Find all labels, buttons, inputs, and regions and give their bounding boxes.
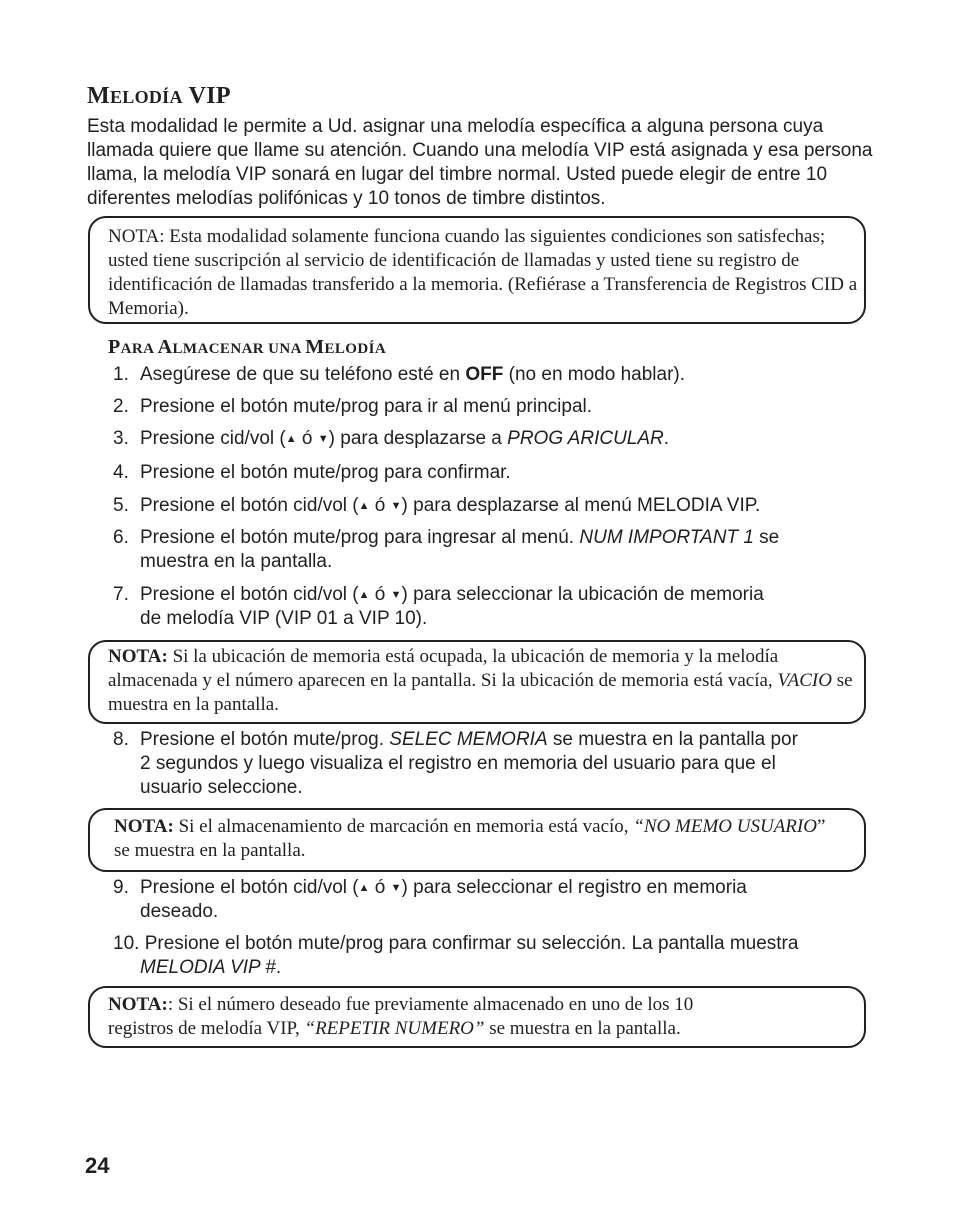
section-title: MELODÍA VIP xyxy=(87,83,231,109)
step-2: 2. Presione el botón mute/prog para ir al menú principal. xyxy=(113,396,593,417)
down-arrow-icon: ▼ xyxy=(317,433,329,445)
down-arrow-icon: ▼ xyxy=(390,500,402,512)
step-8: 8. Presione el botón mute/prog. SELEC MEMORIA se muestra en la pantalla por 2 segundos y luego visualiza el registro en memoria del usuario para que el usuario seleccione. xyxy=(113,729,798,798)
note-4-text: NOTA:: Si el número deseado fue previamente almacenado en uno de los 10 registros de melodía VIP, “REPETIR NUMERO” se muestra en la pantalla. xyxy=(108,994,694,1039)
up-arrow-icon: ▲ xyxy=(285,433,297,445)
down-arrow-icon: ▼ xyxy=(390,882,402,894)
up-arrow-icon: ▲ xyxy=(358,500,370,512)
subsection-title: PARA ALMACENAR UNA MELODÍA xyxy=(108,336,387,358)
step-3: 3. Presione cid/vol (▲ ó ▼) para desplazarse a PROG ARICULAR. xyxy=(113,428,670,449)
note-1-text: NOTA: Esta modalidad solamente funciona cuando las siguientes condiciones son satisfechas; usted tiene suscripción al servicio de identificación de llamadas y usted tiene su registro de identificación de llamadas transferido a la memoria. (Refiérase a Transferencia de Registros CID a Memoria). xyxy=(108,226,858,319)
down-arrow-icon: ▼ xyxy=(390,589,402,601)
note-2-text: NOTA: Si la ubicación de memoria está ocupada, la ubicación de memoria y la melodía almacenada y el número aparecen en la pantalla. Si la ubicación de memoria está vacía, VACIO se muestra en la pantalla. xyxy=(108,646,853,715)
up-arrow-icon: ▲ xyxy=(358,882,370,894)
note-3-text: NOTA: Si el almacenamiento de marcación en memoria está vacío, “NO MEMO USUARIO” se muestra en la pantalla. xyxy=(114,816,826,861)
intro-paragraph: Esta modalidad le permite a Ud. asignar una melodía específica a alguna persona cuya llamada quiere que llame su atención. Cuando una melodía VIP está asignada y esa persona llama, la melodía VIP sonará en lugar del timbre normal. Usted puede elegir de entre 10 diferentes melodías polifónicas y 10 tonos de timbre distintos. xyxy=(87,116,873,209)
step-10: 10. Presione el botón mute/prog para confirmar su selección. La pantalla muestra MELODIA VIP #. xyxy=(113,933,799,978)
up-arrow-icon: ▲ xyxy=(358,589,370,601)
step-7: 7. Presione el botón cid/vol (▲ ó ▼) para seleccionar la ubicación de memoria de melodía VIP (VIP 01 a VIP 10). xyxy=(113,584,764,629)
step-1: 1. Asegúrese de que su teléfono esté en OFF (no en modo hablar). xyxy=(113,364,686,385)
step-5: 5. Presione el botón cid/vol (▲ ó ▼) para desplazarse al menú MELODIA VIP. xyxy=(113,495,761,516)
page-number: 24 xyxy=(85,1153,110,1178)
step-6: 6. Presione el botón mute/prog para ingresar al menú. NUM IMPORTANT 1 se muestra en la pantalla. xyxy=(113,527,780,572)
step-4: 4. Presione el botón mute/prog para confirmar. xyxy=(113,462,511,483)
step-9: 9. Presione el botón cid/vol (▲ ó ▼) para seleccionar el registro en memoria deseado. xyxy=(113,877,747,922)
